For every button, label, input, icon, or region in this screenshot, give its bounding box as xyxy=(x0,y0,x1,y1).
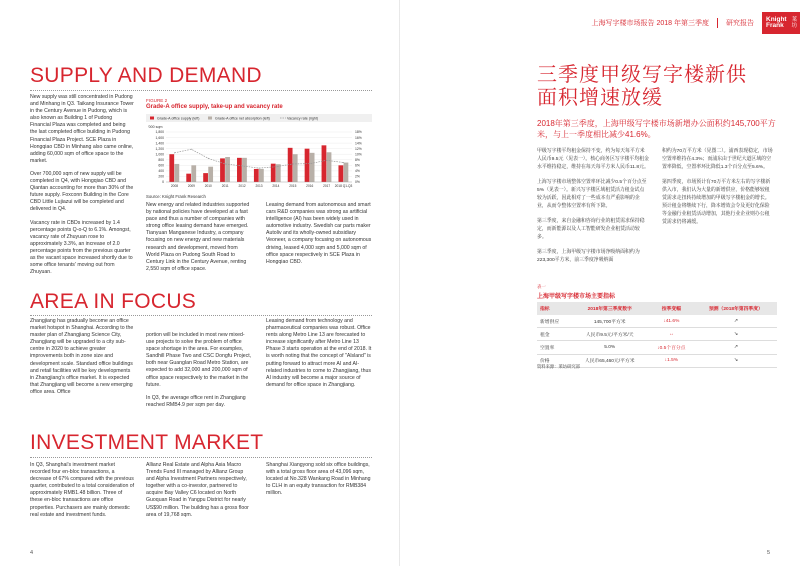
y-left-tick-label: 1,000 xyxy=(155,152,164,157)
x-tick-label: 2013 xyxy=(255,184,263,188)
y-axis-unit-label: '000 sqm xyxy=(148,125,163,129)
metric-cell: 价格 xyxy=(537,354,572,367)
section-divider xyxy=(30,315,372,316)
value-cell: 人民币9.5元/平方米/天 xyxy=(572,328,648,341)
supply-bar xyxy=(338,165,343,182)
table-row xyxy=(537,328,777,341)
supply-column-3 xyxy=(266,202,374,272)
y-left-tick-label: 0 xyxy=(162,180,164,185)
x-tick-label: 2009 xyxy=(187,184,195,188)
headline xyxy=(537,64,747,110)
absorption-bar xyxy=(259,169,264,182)
absorption-bar xyxy=(208,167,213,182)
section-divider xyxy=(30,90,372,91)
supply-column-2 xyxy=(146,202,250,279)
supply-bar xyxy=(305,149,310,182)
metric-cell: 租金 xyxy=(537,328,572,341)
report-tag: 研究报告 xyxy=(726,20,754,27)
paragraph: 积约为70万平方米（见图二）。浦西表现稳定，市场空置率维持在4.3%；而浦东由于世纪大道区域的空置率降低，空置率环比降低1.3个百分点至5.6%。 xyxy=(662,149,773,170)
y-right-tick-label: 4% xyxy=(355,169,360,174)
y-right-tick-label: 0% xyxy=(355,180,360,185)
paragraph: In Q3, Shanghai's investment market recorded four en-bloc transactions, a decrease of 67% compared with the previous quarter, contributed to a total consideration of approximately RMB1.48 billion. Three of these en-bloc transactions are office properties. Purchasers are mainly domestic real estate and investment funds. xyxy=(30,462,135,518)
paragraph: Leasing demand from technology and pharmaceutical companies was robust. Office rents along Metro Line 13 are forecasted to increase significantly after Metro Line 13 Phase 3 starts operation at the end of 2018. It is worth noting that the concept of "Alsland" is putting forward to attract more AI and AI-related industries to come to Zhangjiang, thus AI industry will become a major source of demand for office space in Zhangjiang. xyxy=(266,318,372,388)
headline-line-1: 三季度甲级写字楼新供 xyxy=(537,64,747,86)
table-source: 资料来源：莱坊研究部 xyxy=(537,364,580,369)
y-left-tick-label: 1,600 xyxy=(155,135,164,140)
value-cell: 人民币65,460元/平方米 xyxy=(572,354,648,367)
metric-cell: 空置率 xyxy=(537,341,572,354)
invest-column-1 xyxy=(30,462,136,525)
logo-text-knight: Knight xyxy=(766,15,787,23)
value-cell: 5.0% xyxy=(572,341,648,354)
table-header-cell: 按季变幅 xyxy=(648,302,695,315)
table-header-cell: 预测（2018年第四季度） xyxy=(695,302,777,315)
paragraph: portion will be included in most new mixed-use projects to solve the problem of office space shortage in the area. For examples, Sandhill Phase Two and CSC Dongfu Project, both near Guanglan Road Metro Station, are expected to add 32,000 and 200,000 sqm of office space respectively to the market in the future. xyxy=(146,332,252,388)
page-number: 5 xyxy=(766,550,770,556)
paragraph: Leasing demand from autonomous and smart cars R&D companies was strong as artificial intelligence (AI) has been widely used in automotive industry. Swedish car parts maker Autoliv and its wholly-owned subsidiary Veoneer, a company focusing on autonomous driving, leased 4,000 sqm and 5,000 sqm of office space respectively in SCE Plaza in Hongqiao CBD. xyxy=(266,202,372,265)
paragraph: Vacancy rate in CBDs increased by 1.4 percentage points Q-o-Q to 6.1%. Amongst, vacancy rate of Zhuyuan rose to approximately 3.3%, an increase of 2.0 percentage points from the previous quarter as the vacant space increased shortly due to some office tenants' moving out from Zhuyuan. xyxy=(30,219,133,276)
vacancy-rate-point xyxy=(343,162,344,163)
paragraph: Shanghai Xiangyong sold six office buildings, with a total gross floor area of 43,096 sqm, located at No.328 Wankang Road in Minhang to CLH in an equity transaction for RMB384 million. xyxy=(266,462,371,497)
vacancy-rate-point xyxy=(326,160,327,161)
y-right-tick-label: 18% xyxy=(355,130,362,135)
x-tick-label: 2012 xyxy=(238,184,246,188)
absorption-bar xyxy=(293,154,298,182)
supply-bar xyxy=(322,145,327,182)
table-row xyxy=(537,341,777,354)
area-in-focus-title: AREA IN FOCUS xyxy=(30,290,197,313)
figure-source: Source: Knight Frank Research xyxy=(146,194,206,199)
value-cell: 145,700平方米 xyxy=(572,315,648,328)
headline-line-2: 面积增速放缓 xyxy=(537,87,663,109)
subheadline: 2018年第三季度，上海甲级写字楼市场新增办公面积约145,700平方米，与上一季度相比减少41.6%。 xyxy=(537,119,776,139)
table-header-cell: 指标 xyxy=(537,302,572,315)
forecast-cell: ↘ xyxy=(695,354,777,367)
supply-bar xyxy=(220,158,225,182)
supply-bar xyxy=(254,169,259,182)
y-right-tick-label: 2% xyxy=(355,174,360,179)
x-tick-label: 2016 xyxy=(306,184,314,188)
y-right-tick-label: 10% xyxy=(355,152,362,157)
legend-entry: Grade-A office net absorption (left) xyxy=(215,116,270,121)
table-row xyxy=(537,315,777,328)
supply-demand-title: SUPPLY AND DEMAND xyxy=(30,64,262,87)
paragraph: 甲级写字楼平均租金保持不变，约为每天每平方米人民币9.5元（见表一）。核心商务区写字楼平均租金水平维持稳定，维持在每天每平方米人民币11.8元。 xyxy=(537,149,649,170)
key-indicators-table xyxy=(537,302,777,368)
absorption-bar xyxy=(225,157,230,182)
x-tick-label: 2011 xyxy=(221,184,229,188)
absorption-bar xyxy=(310,153,315,182)
x-tick-label: 2018 Q1-Q3 xyxy=(334,184,353,188)
paragraph: Over 700,000 sqm of new supply will be completed in Q4, with Hongqiao CBD and Qiantan accounting for more than 30% of the future supply. Foxconn Building in the Core CBD Little Lujiazui will be completed and delivered in Q4. xyxy=(30,170,134,213)
y-left-tick-label: 200 xyxy=(158,174,164,179)
x-tick-label: 2008 xyxy=(170,184,179,188)
forecast-cell: ↘ xyxy=(695,328,777,341)
right-page xyxy=(400,0,800,566)
y-left-tick-label: 1,200 xyxy=(155,146,164,151)
absorption-bar xyxy=(242,158,247,182)
absorption-bar xyxy=(191,165,196,182)
legend-entry: Grade-A office supply (left) xyxy=(157,116,200,121)
table-header-cell: 2018年第三季度数字 xyxy=(572,302,648,315)
change-cell: ↓0.5个百分点 xyxy=(648,341,695,354)
vacancy-rate-point xyxy=(225,163,226,164)
paragraph: 第三季度，来自金融和咨询行业的租赁需求保持稳定，而新能源以及人工智能研发企业租赁活动较多。 xyxy=(537,219,645,240)
invest-column-2 xyxy=(146,462,252,525)
area-column-1 xyxy=(30,318,134,402)
area-column-2 xyxy=(146,332,252,415)
paragraph: Allianz Real Estate and Alpha Asia Macro Trends Fund III managed by Allianz Group and Alpha Investment Partners respectively, together with a co-investor, partnered to acquire Bay Valley C6 located on North Guoquan Road in Yangpu District for nearly US$90 million. The building has a gross floor area of 19,768 sqm. xyxy=(146,462,249,518)
x-tick-label: 2010 xyxy=(204,184,212,188)
supply-bar xyxy=(237,158,242,182)
figure-label: FIGURE 2 xyxy=(146,98,168,103)
figure-title: Grade-A office supply, take-up and vacancy rate xyxy=(146,104,283,110)
legend-swatch xyxy=(150,117,154,120)
legend-swatch xyxy=(208,117,212,120)
absorption-bar xyxy=(276,164,281,182)
forecast-cell: ↗ xyxy=(695,341,777,354)
supply-bar xyxy=(169,154,174,182)
vacancy-rate-point xyxy=(292,163,293,164)
y-left-tick-label: 1,400 xyxy=(155,141,164,146)
supply-bar xyxy=(203,173,208,182)
metric-cell: 新增供应 xyxy=(537,315,572,328)
x-tick-label: 2014 xyxy=(272,184,280,188)
report-title: 上海写字楼市场报告 2018 年第三季度 xyxy=(591,20,709,27)
paragraph: 第四季度，市场预计有70万平方米左右的写字楼新供入市，我们认为大量的新增供应，价格能够较租赁需求走扭转持续增加的甲级写字楼租金的增长。预计租金将继续下行，降本增效会令及更好化保险等金融行业租赁活动增加，其他行业企业则办公租赁需求仍将减缓。 xyxy=(662,180,771,225)
y-left-tick-label: 800 xyxy=(158,157,164,162)
header-separator xyxy=(717,18,718,28)
vacancy-rate-point xyxy=(242,165,243,166)
area-column-3 xyxy=(266,318,374,395)
supply-bar xyxy=(271,164,276,182)
vacancy-rate-point xyxy=(174,152,175,153)
y-left-tick-label: 400 xyxy=(158,169,164,174)
logo-text-frank: Frank xyxy=(766,22,784,29)
table-title: 上海甲级写字楼市场主要指标 xyxy=(537,294,616,300)
knight-frank-logo xyxy=(762,12,800,34)
y-right-tick-label: 6% xyxy=(355,163,360,168)
chinese-column-2 xyxy=(662,148,774,234)
y-left-tick-label: 1,800 xyxy=(155,130,164,135)
vacancy-rate-point xyxy=(191,149,192,150)
supply-bar xyxy=(186,174,191,182)
logo-chinese: 莱坊 xyxy=(791,16,798,29)
vacancy-rate-point xyxy=(259,168,260,169)
supply-column-1 xyxy=(30,94,134,282)
invest-column-3 xyxy=(266,462,374,503)
absorption-bar xyxy=(344,163,349,182)
paragraph: 上海写字楼市场整体空置率环比减少0.5个百分点至5%（见表一）。新兴写字楼区域租赁活力租金试点较为活跃，因此相对了一些成本有严重影响的企业，从而令整体空置率有所下降。 xyxy=(537,180,647,209)
paragraph: Zhangjiang has gradually become an office market hotspot in Shanghai. According to the master plan of Zhangjiang Science City, Zhangjiang will be upgraded to a city sub-centre in 2020 to achieve greater improvements both in zone size and development scale. Standard office buildings and retail facilities will be key developments in Zhangjiang's office market. It is expected that Zhangjiang will become a new emerging office area. Office xyxy=(30,318,134,395)
table-header-row xyxy=(537,302,777,315)
change-cell: ↓1.5% xyxy=(648,354,695,367)
supply-takeup-vacancy-chart xyxy=(146,114,372,194)
chinese-column-1 xyxy=(537,148,649,272)
page-number: 4 xyxy=(30,550,34,556)
y-right-tick-label: 16% xyxy=(355,135,362,140)
x-tick-label: 2017 xyxy=(323,184,331,188)
change-cell: ↓41.6% xyxy=(648,315,695,328)
forecast-cell: ↗ xyxy=(695,315,777,328)
vacancy-rate-point xyxy=(275,166,276,167)
paragraph: New supply was still concentrated in Pudong and Minhang in Q3. Taikang Insurance Tower in the Century Avenue in Pudong, which is also known as Building 1 of Pudong Financial Plaza was completed and being the last completed office building in Pudong Financial Plaza Project. SCE Plaza in Hongqiao CBD in Minhang also came online, adding 60,000 sqm of office space to the market. xyxy=(30,94,134,164)
page-header xyxy=(592,8,800,38)
paragraph: 第三季度，上海甲级写字楼市场净吸纳面积约为223,300平方米，前三季度净吸纳面 xyxy=(537,250,640,263)
y-right-tick-label: 8% xyxy=(355,157,360,162)
y-left-tick-label: 600 xyxy=(158,163,164,168)
vacancy-rate-point xyxy=(309,163,310,164)
absorption-bar xyxy=(327,152,332,182)
vacancy-rate-point xyxy=(208,158,209,159)
x-tick-label: 2015 xyxy=(289,184,297,188)
y-right-tick-label: 14% xyxy=(355,141,362,146)
legend-entry: Vacancy rate (right) xyxy=(287,116,319,121)
investment-market-title: INVESTMENT MARKET xyxy=(30,431,264,454)
section-divider xyxy=(30,457,372,458)
table-figure-label: 表一 xyxy=(537,284,546,289)
paragraph: New energy and related industries supported by national policies have developed at a fast pace and thus a number of companies with strong office leasing demand have emerged. Tianyuan Manganese Industry, a company focusing on new energy and new materials research and development, moved from World Plaza on Pudong South Road to Century Link in the Century Avenue, renting 2,550 sqm of office space. xyxy=(146,202,250,272)
change-cell: ↔ xyxy=(648,328,695,341)
paragraph: In Q3, the average office rent in Zhangjiang reached RMB4.9 per sqm per day. xyxy=(146,394,246,408)
absorption-bar xyxy=(174,164,179,182)
y-right-tick-label: 12% xyxy=(355,146,362,151)
